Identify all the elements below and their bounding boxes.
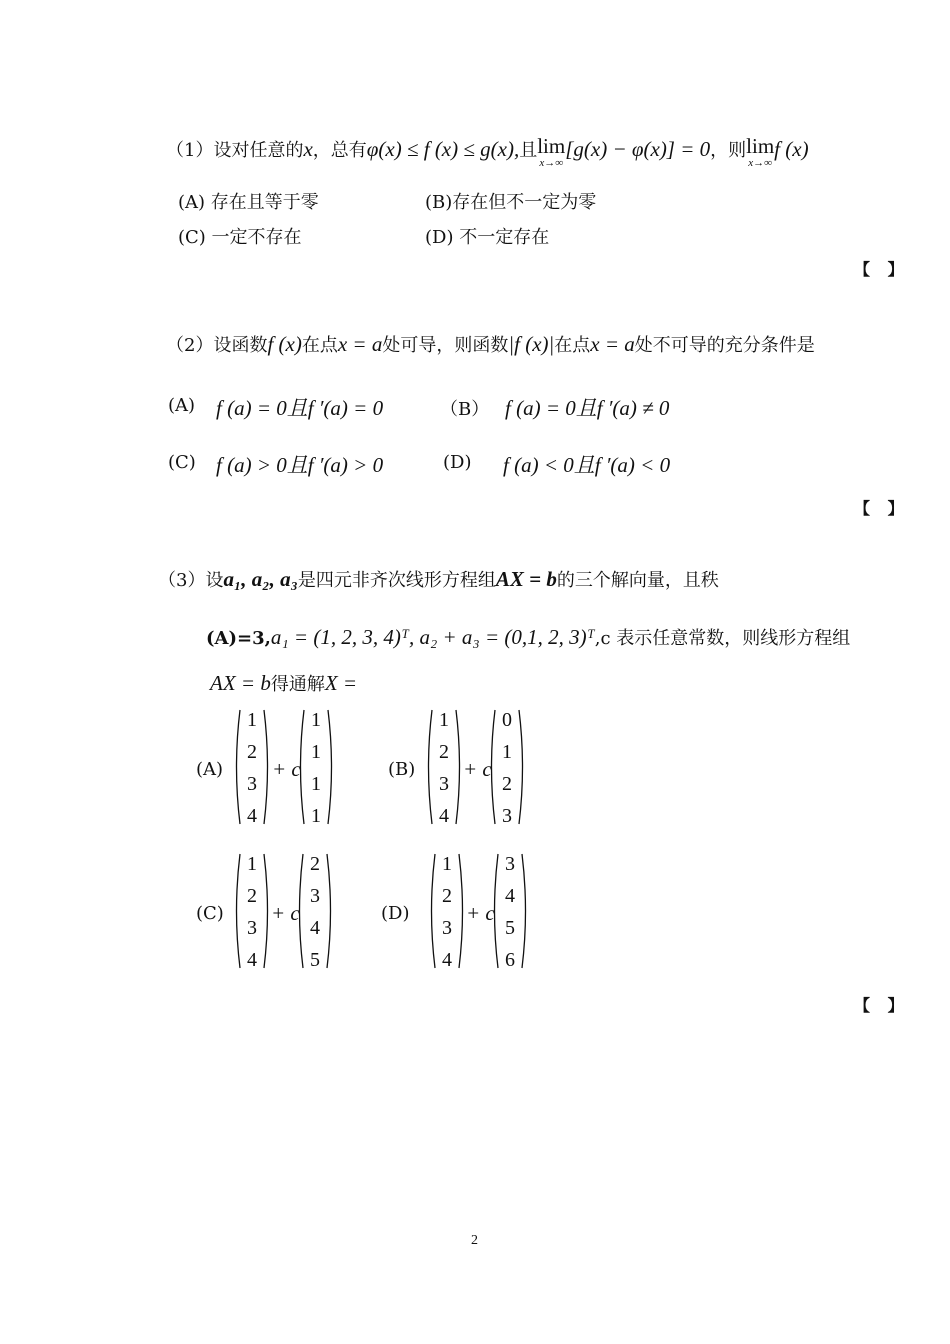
q1-limit-expr: [g(x) − φ(x)] = 0 bbox=[565, 137, 711, 161]
q1-stem bbox=[166, 136, 809, 169]
right-paren-icon bbox=[326, 708, 336, 826]
q1-var-x: x bbox=[303, 137, 313, 161]
vector-entry: 4 bbox=[310, 917, 320, 939]
q3-prefix: （3）设 bbox=[158, 570, 224, 591]
q1-fx: f (x) bbox=[774, 137, 809, 161]
q3-t2: 的三个解向量，且秩 bbox=[556, 570, 719, 591]
vector-entry: 3 bbox=[502, 805, 512, 827]
q3-option-a-vector1 bbox=[232, 708, 272, 826]
q2-prefix: （2）设函数 bbox=[166, 335, 268, 356]
vector-entry: 1 bbox=[442, 853, 452, 875]
vector-entry: 4 bbox=[247, 805, 257, 827]
q1-option-b: (B)存在但不一定为零 bbox=[425, 192, 597, 213]
vector-entry: 2 bbox=[442, 885, 452, 907]
q3-option-d-vector2 bbox=[490, 852, 530, 970]
q1-option-a: (A) 存在且等于零 bbox=[178, 192, 319, 213]
q3-option-d-vector1 bbox=[427, 852, 467, 970]
q2-option-a-label: (A) bbox=[168, 395, 196, 416]
q2-t1: 在点 bbox=[301, 335, 338, 356]
vector-entry: 4 bbox=[247, 949, 257, 971]
q3-t1: 是四元非齐次线形方程组 bbox=[297, 570, 496, 591]
vector-entry: 3 bbox=[247, 773, 257, 795]
page-number: 2 bbox=[471, 1233, 478, 1248]
vector-entry: 3 bbox=[247, 917, 257, 939]
q3-stem bbox=[158, 566, 719, 592]
q1-answer-bracket[interactable]: 【 】 bbox=[854, 260, 910, 279]
vector-entry: 4 bbox=[505, 885, 515, 907]
q1-option-d: (D) 不一定存在 bbox=[425, 227, 550, 248]
vector-entry: 1 bbox=[247, 853, 257, 875]
vector-entry: 0 bbox=[502, 709, 512, 731]
q1-then: ，则 bbox=[710, 140, 747, 161]
q1-middle: ，总有 bbox=[312, 140, 367, 161]
q1-prefix: （1）设对任意的 bbox=[166, 140, 304, 161]
vector-entry: 1 bbox=[311, 741, 321, 763]
vector-entry: 1 bbox=[502, 741, 512, 763]
q1-limit bbox=[537, 136, 565, 169]
q1-inequality: φ(x) ≤ f (x) ≤ g(x), bbox=[366, 137, 520, 161]
vector-entry: 1 bbox=[311, 805, 321, 827]
vector-entry: 5 bbox=[505, 917, 515, 939]
q2-t3: 在点 bbox=[554, 335, 591, 356]
vector-entry: 3 bbox=[439, 773, 449, 795]
q3-option-b-vector2 bbox=[487, 708, 527, 826]
q1-lim-word: lim bbox=[537, 134, 566, 158]
q2-option-c-label: (C) bbox=[168, 452, 196, 473]
q2-xa2: x = a bbox=[590, 332, 635, 356]
vector-entry: 1 bbox=[311, 773, 321, 795]
vector-entry: 2 bbox=[310, 853, 320, 875]
q2-absfx: |f (x)| bbox=[508, 332, 555, 356]
vector-entry: 1 bbox=[247, 709, 257, 731]
q3-option-b-label: (B) bbox=[388, 759, 416, 780]
q3-line2-tail: ,c 表示任意常数，则线形方程组 bbox=[594, 628, 851, 649]
q1-lim-sub: x→∞ bbox=[539, 157, 564, 169]
q2-option-c-expr: f (a) > 0且f ′(a) > 0 bbox=[216, 453, 384, 477]
q1-limit2 bbox=[746, 136, 774, 169]
q3-option-c-vector2 bbox=[295, 852, 335, 970]
vector-entry: 3 bbox=[442, 917, 452, 939]
right-paren-icon bbox=[517, 708, 527, 826]
q1-option-c: (C) 一定不存在 bbox=[178, 227, 302, 248]
q1-lim2-sub: x→∞ bbox=[748, 157, 773, 169]
q3-option-a-label: (A) bbox=[196, 759, 224, 780]
q3-option-a-vector2 bbox=[296, 708, 336, 826]
q3-option-d-label: (D) bbox=[381, 903, 410, 924]
q2-t2: 处可导，则函数 bbox=[382, 335, 509, 356]
q3-line3 bbox=[210, 670, 357, 696]
vector-entry: 1 bbox=[439, 709, 449, 731]
vector-entry: 4 bbox=[439, 805, 449, 827]
q3-option-b-vector1 bbox=[424, 708, 464, 826]
q2-option-b-label: （B） bbox=[440, 399, 490, 420]
q1-and: 且 bbox=[519, 140, 538, 161]
vector-entry: 1 bbox=[311, 709, 321, 731]
q3-option-c-label: (C) bbox=[196, 903, 224, 924]
q3-line3-eq: AX = b bbox=[210, 671, 271, 695]
vector-entry: 4 bbox=[442, 949, 452, 971]
q3-answer-bracket[interactable]: 【 】 bbox=[854, 996, 910, 1015]
q3-line3-x: X = bbox=[324, 671, 358, 695]
vector-entry: 3 bbox=[310, 885, 320, 907]
vector-entry: 3 bbox=[505, 853, 515, 875]
q2-answer-bracket[interactable]: 【 】 bbox=[854, 499, 910, 518]
q3-option-b-plus-c: + c bbox=[463, 757, 492, 781]
q3-rank: (A)=3, bbox=[206, 628, 271, 649]
vector-entry: 5 bbox=[310, 949, 320, 971]
right-paren-icon bbox=[262, 708, 272, 826]
q2-option-a-expr: f (a) = 0且f ′(a) = 0 bbox=[216, 396, 384, 420]
q2-fx: f (x) bbox=[267, 332, 302, 356]
right-paren-icon bbox=[520, 852, 530, 970]
vector-entry: 2 bbox=[247, 885, 257, 907]
q3-line3-text: 得通解 bbox=[270, 674, 325, 695]
vector-entry: 2 bbox=[502, 773, 512, 795]
q3-given-vectors: a₁ = (1, 2, 3, 4)ᵀ, a₂ + a₃ = (0,1, 2, 3)ᵀ bbox=[270, 625, 595, 649]
q2-xa: x = a bbox=[337, 332, 383, 356]
q3-equation: AX = b bbox=[495, 567, 557, 591]
right-paren-icon bbox=[325, 852, 335, 970]
q3-line2 bbox=[206, 624, 850, 650]
q2-option-d-expr: f (a) < 0且f ′(a) < 0 bbox=[503, 453, 671, 477]
q3-vectors: a₁, a₂, a₃ bbox=[223, 567, 298, 591]
q2-t4: 处不可导的充分条件是 bbox=[634, 335, 815, 356]
q2-option-b-expr: f (a) = 0且f ′(a) ≠ 0 bbox=[505, 396, 670, 420]
q3-option-c-plus-c: + c bbox=[271, 901, 300, 925]
vector-entry: 2 bbox=[439, 741, 449, 763]
vector-entry: 6 bbox=[505, 949, 515, 971]
vector-entry: 2 bbox=[247, 741, 257, 763]
q2-option-d-label: (D) bbox=[443, 452, 472, 473]
q1-lim2-word: lim bbox=[746, 134, 775, 158]
q3-option-d-plus-c: + c bbox=[466, 901, 495, 925]
q3-option-c-vector1 bbox=[232, 852, 272, 970]
q3-option-a-plus-c: + c bbox=[272, 757, 301, 781]
q2-stem bbox=[166, 331, 815, 357]
